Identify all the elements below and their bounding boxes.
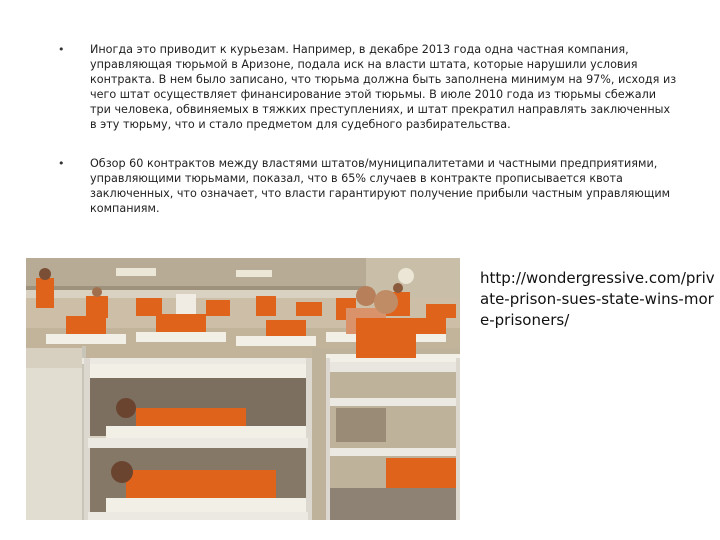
prison-bunks-photo [26, 258, 460, 520]
bullet-marker: • [58, 43, 65, 56]
bullet-list [50, 42, 690, 240]
bullet-text: Обзор 60 контрактов между властями штатов/муниципалитетами и частными предприятиями, управляющими тюрьмами, показал, что в 65% случаев в контракте прописывается квота заключенных, что означает, что власти гарантируют получение прибыли частным управляющим компаниям. [90, 157, 671, 215]
bullet-item [50, 156, 690, 216]
bullet-marker: • [58, 157, 65, 170]
bullet-text: Иногда это приводит к курьезам. Например, в декабре 2013 года одна частная компания, управляющая тюрьмой в Аризоне, подала иск на власти штата, которые нарушили условия контракта. В нем было записано, что тюрьма должна быть заполнена минимум на 97%, исходя из чего штат осуществляет финансирование этой тюрьмы. В июле 2010 года из тюрьмы сбежали три человека, обвиняемых в тяжких преступлениях, и штат прекратил направлять заключенных в эту тюрьму, что и стало предметом для судебного разбирательства. [90, 43, 677, 131]
photo-light [398, 268, 414, 284]
bullet-item [50, 42, 690, 132]
source-url[interactable]: http://wondergressive.com/private-prison-sues-state-wins-more-prisoners/ [480, 269, 715, 329]
photo-light [236, 270, 272, 277]
photo-front-bunk-left [26, 346, 86, 520]
photo-light [116, 268, 156, 276]
photo-front-bunk [82, 358, 312, 520]
photo-illustration [26, 258, 460, 520]
